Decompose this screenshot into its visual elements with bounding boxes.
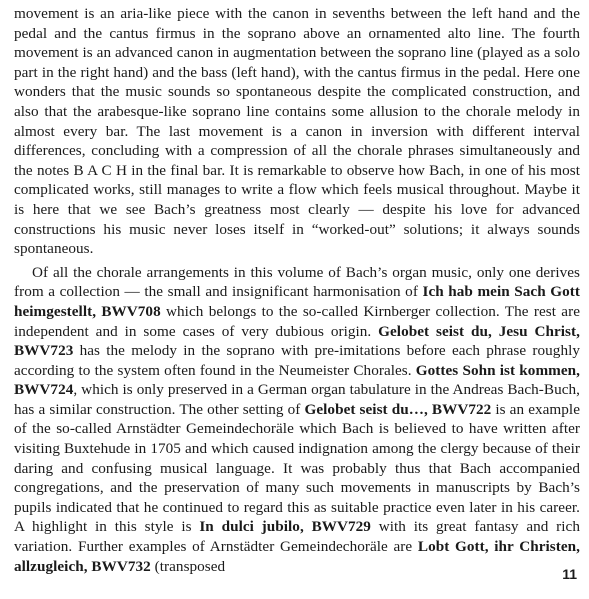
bold-title-run: Lobt Gott, ihr Christen, allzugleich, BWV732 [14,538,580,575]
bold-title-run: Gelobet seist du, Jesu Christ, BWV723 [14,322,580,360]
paragraph-2 [14,263,580,577]
text-run: is an example of the so-called Arnstädter Gemeindechoräle which Bach is believed to have written after visiting Buxtehude in 1705 and which caused indignation among the clergy because of their daring and confusing musical language. It was probably thus that Bach accompanied congregations, and the preservation of many such movements in manuscripts by Bach’s pupils indicated that he continued to regard this as suitable practice even later in his career. A highlight in this style is [14,400,580,536]
document-page [14,4,580,576]
text-run: Of all the chorale arrangements in this volume of Bach’s organ music, only one derives from a collection — the small and insignificant harmonisation of [14,263,580,301]
bold-title-run: Gottes Sohn ist kommen, BWV724 [14,361,580,399]
paragraph-1 [14,4,580,259]
text-run: with its great fantasy and rich variation. Further examples of Arnstädter Gemeindechoräle are [14,518,580,556]
text-run: which belongs to the so-called Kirnberger collection. The rest are independent and in some cases of very dubious origin. [14,302,580,340]
bold-title-run: Ich hab mein Sach Gott heimgestellt, BWV708 [14,283,580,320]
text-run: (transposed [150,557,226,575]
text-run: has the melody in the soprano with pre-imitations before each phrase roughly according to the system often found in the Neumeister Chorales. [14,342,580,379]
bold-title-run: Gelobet seist du…, BWV722 [304,400,492,418]
text-run: , which is only preserved in a German organ tabulature in the Andreas Bach-Buch, has a similar construction. The other setting of [14,381,580,418]
bold-title-run: In dulci jubilo, BWV729 [199,518,371,536]
text-run: movement is an aria-like piece with the canon in sevenths between the left hand and the pedal and the cantus firmus in the soprano above an ornamented alto line. The fourth movement is an advanced canon in augmentation between the soprano line (played as a solo part in the right hand) and the bass (left hand), with the cantus firmus in the pedal. Here one wonders that the music sounds so spontaneous despite the complicated construction, and also that the arabesque-like soprano line contains some allusion to the chorale melody in almost every bar. The last movement is a canon in inversion with different interval differences, concluding with a compression of all the chorale phrases simultaneously and the notes B A C H in the final bar. It is remarkable to observe how Bach, in one of his most complicated works, still manages to write a flow which feels musical throughout. Maybe it is here that we see Bach’s greatness most clearly — despite his love for advanced constructions his music never loses itself in “worked-out” solutions; it always sounds spontaneous. [14,5,580,258]
page-number: 11 [562,566,577,582]
